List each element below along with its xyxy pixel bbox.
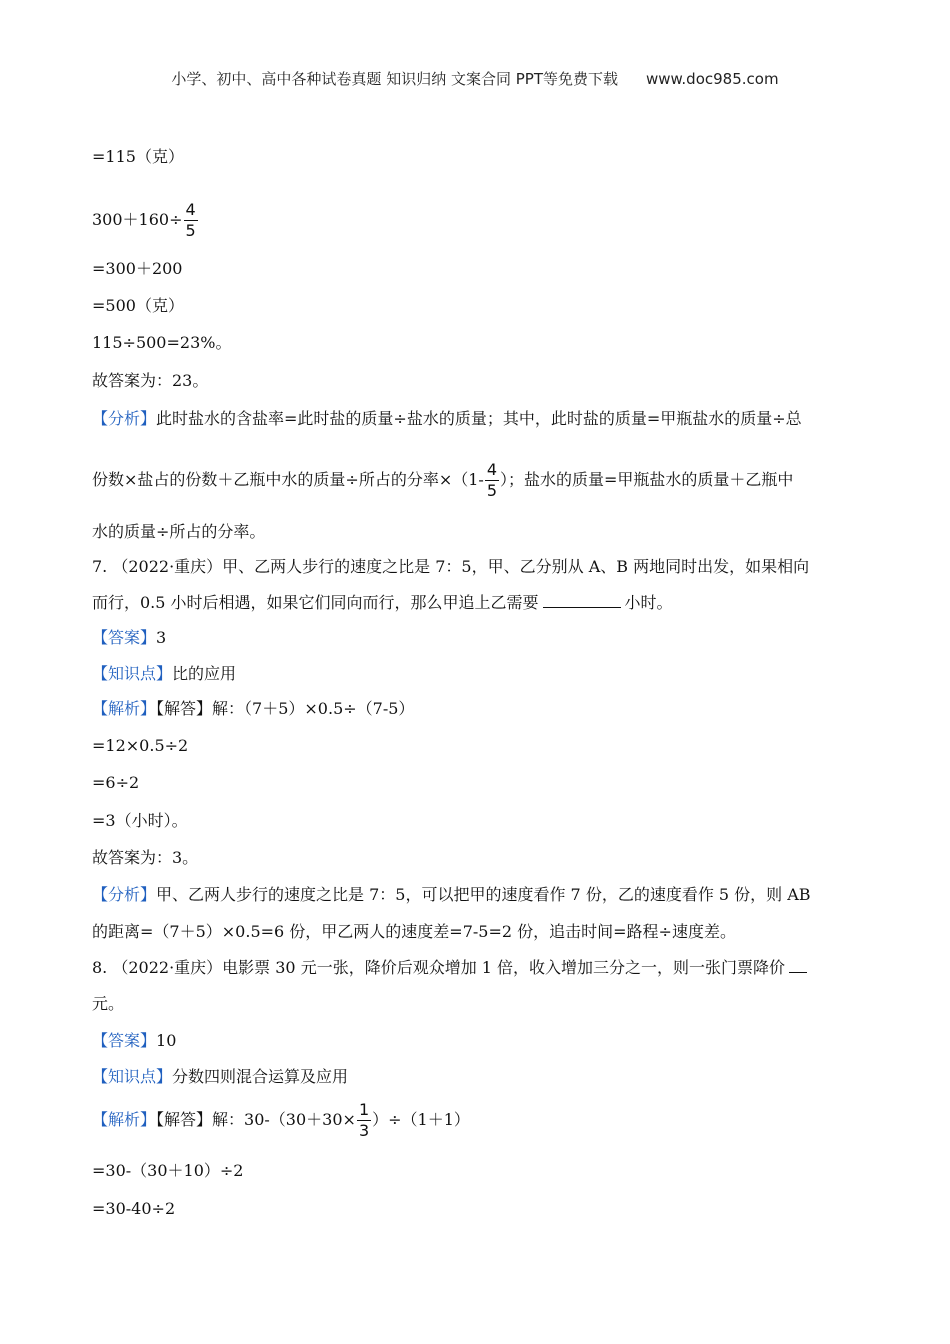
calc-line: =3（小时）。: [92, 811, 188, 830]
question-8-line2: 元。: [92, 994, 125, 1013]
calc-line: 115÷500=23%。: [92, 333, 232, 352]
solution-line-fraction: 【解析】【解答】解：30-（30＋30× $\frac{1}{3}$ ）÷（1＋1）: [92, 1100, 470, 1140]
answer-line: 【答案】3: [92, 628, 167, 647]
knowledge-point-tag: 【知识点】: [92, 1067, 173, 1086]
calc-line: =500（克）: [92, 296, 184, 315]
answer-blank: [789, 957, 807, 973]
analysis-line: 【分析】甲、乙两人步行的速度之比是 7：5，可以把甲的速度看作 7 份，乙的速度看作 5 份，则 AB: [92, 885, 811, 904]
answer-blank: [543, 592, 621, 608]
conclusion-line: 故答案为：23。: [92, 371, 209, 390]
calc-line: =6÷2: [92, 773, 140, 792]
question-7-line2: 而行，0.5 小时后相遇，如果它们同向而行，那么甲追上乙需要 小时。: [92, 593, 673, 612]
question-8-line1: 8. （2022·重庆）电影票 30 元一张，降价后观众增加 1 倍，收入增加三分之一，则一张门票降价: [92, 957, 811, 979]
analysis-line: 的距离=（7＋5）×0.5=6 份，甲乙两人的速度差=7-5=2 份，追击时间=路程÷速度差。: [92, 922, 736, 941]
calc-line: =115（克）: [92, 147, 184, 166]
fraction: $\frac{4}{5}$: [185, 200, 196, 240]
header-text: 小学、初中、高中各种试卷真题 知识归纳 文案合同 PPT等免费下载: [171, 70, 618, 88]
conclusion-line: 故答案为：3。: [92, 848, 199, 867]
solution-tag: 【解析】: [92, 1110, 157, 1129]
answer-tag: 【答案】: [92, 628, 157, 647]
fraction: $\frac{1}{3}$: [358, 1100, 370, 1140]
calc-line: =30-40÷2: [92, 1199, 176, 1218]
calc-line: =30-（30＋10）÷2: [92, 1161, 244, 1180]
calc-line: =12×0.5÷2: [92, 736, 189, 755]
question-7-line1: 7. （2022·重庆）甲、乙两人步行的速度之比是 7：5，甲、乙分别从 A、B 两地同时出发，如果相向: [92, 557, 810, 576]
knowledge-point-tag: 【知识点】: [92, 664, 173, 683]
analysis-tag: 【分析】: [92, 409, 157, 428]
analysis-line: 水的质量÷所占的分率。: [92, 522, 266, 541]
knowledge-point-line: 【知识点】分数四则混合运算及应用: [92, 1067, 349, 1086]
solution-line: 【解析】【解答】解：（7＋5）×0.5÷（7-5）: [92, 699, 415, 718]
analysis-line-fraction: 份数×盐占的份数＋乙瓶中水的质量÷所占的分率×（1- $\frac{4}{5}$ ）；盐水的质量=甲瓶盐水的质量＋乙瓶中: [92, 460, 794, 500]
knowledge-point-line: 【知识点】比的应用: [92, 664, 237, 683]
analysis-line: 【分析】此时盐水的含盐率=此时盐的质量÷盐水的质量；其中，此时盐的质量=甲瓶盐水的质量÷总: [92, 409, 802, 428]
answer-tag: 【答案】: [92, 1031, 157, 1050]
fraction: $\frac{4}{5}$: [486, 460, 497, 500]
calc-line: =300＋200: [92, 259, 183, 278]
page-header: [0, 68, 950, 89]
analysis-tag: 【分析】: [92, 885, 157, 904]
solution-tag: 【解析】: [92, 699, 157, 718]
answer-line: 【答案】10: [92, 1031, 177, 1050]
header-site-link[interactable]: www.doc985.com: [645, 70, 779, 88]
calc-line-fraction: 300＋160÷ $\frac{4}{5}$: [92, 200, 196, 240]
